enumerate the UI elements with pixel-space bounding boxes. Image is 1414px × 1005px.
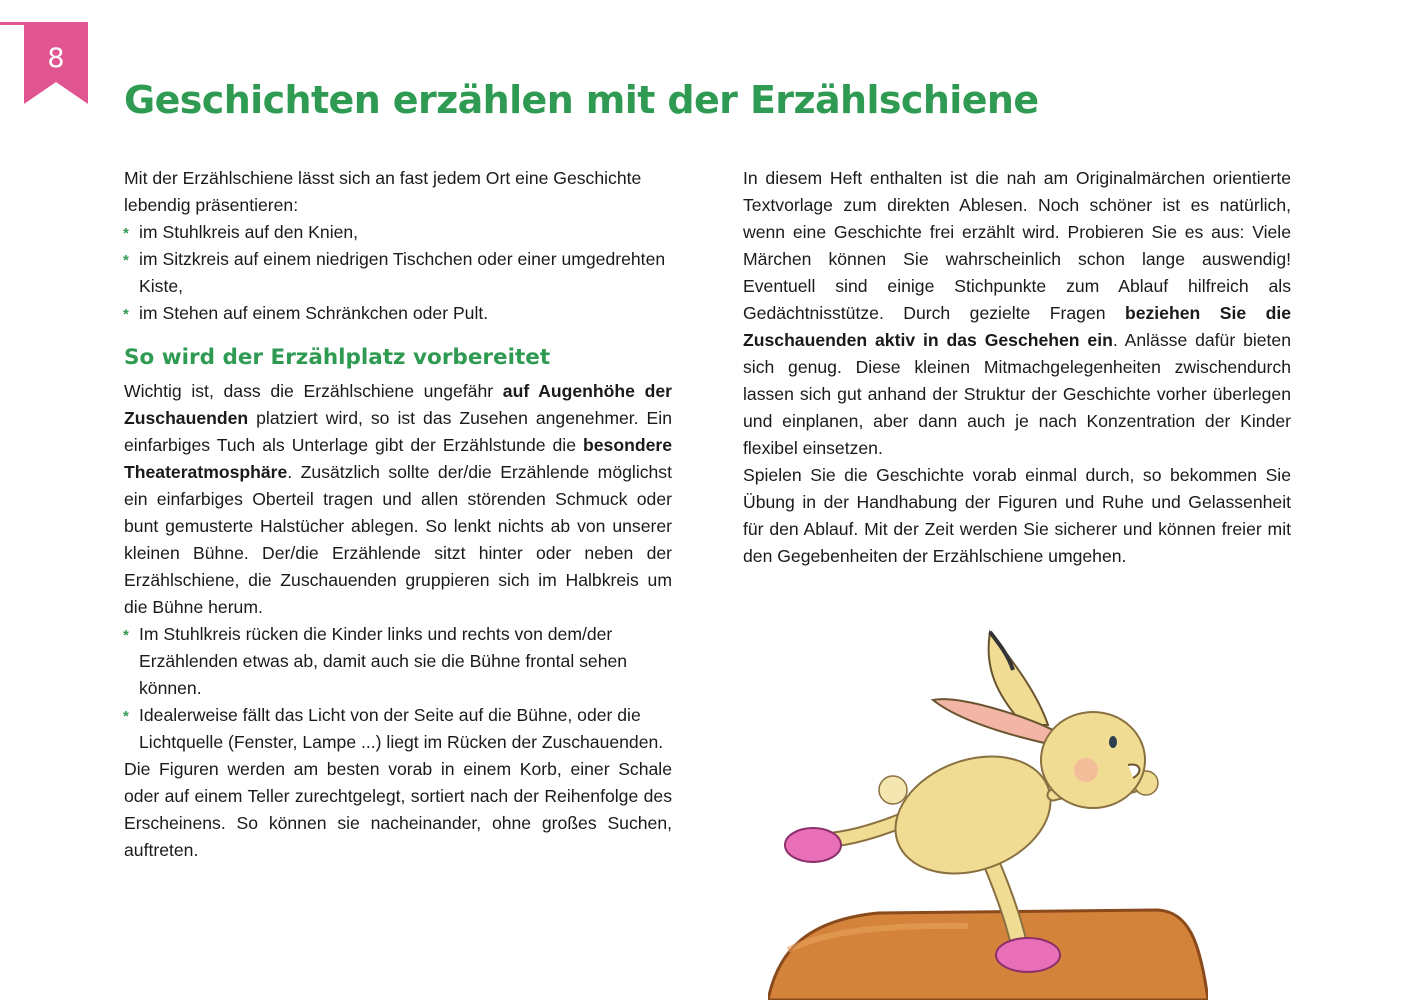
practice-paragraph: Spielen Sie die Geschichte vorab einmal durch, so bekommen Sie Übung in der Handhabung der Figuren und Ruhe und Gelassenheit für den Ablauf. Mit der Zeit werden Sie sicherer und können freier mit den Gegebenheiten der Erzählschiene umgehen. <box>743 465 1291 566</box>
list-item: * im Stehen auf einem Schränkchen oder Pult. <box>124 300 672 327</box>
list-item: * Idealerweise fällt das Licht von der Seite auf die Bühne, oder die Lichtquelle (Fenster, Lampe ...) liegt im Rücken der Zuschauenden. <box>123 705 664 752</box>
storytelling-paragraph: In diesem Heft enthalten ist die nah am Originalmärchen orientierte Textvorlage zum direkten Ablesen. Noch schöner ist es natürlich, wenn eine Geschichte frei erzählt wird. Probieren Sie es aus: Viele Märchen können Sie wahrscheinlich schon lange auswendig! Eventuell sind einige Stichpunkte zum Ablauf hilfreich als Gedächtnisstütze. Durch gezielte Fragen beziehen Sie die Zuschauenden aktiv in das Geschehen ein. Anlässe dafür bieten sich genug. Diese kleinen Mitmachgelegenheiten zwischendurch lassen sich gut anhand der Struktur der Geschichte vorher überlegen und einplanen, aber dann auch je nach Konzentration der Kinder flexibel einsetzen. <box>743 168 1292 458</box>
asterisk-bullet-icon: * <box>123 306 129 323</box>
asterisk-bullet-icon: * <box>123 708 129 725</box>
section-heading: So wird der Erzählplatz vorbereitet <box>124 345 551 370</box>
right-column <box>743 165 1291 570</box>
preparation-paragraph: Wichtig ist, dass die Erzählschiene ungefähr auf Augenhöhe der Zuschauenden platziert wird, so ist das Zusehen angenehmer. Ein einfarbiges Tuch als Unterlage gibt der Erzählstunde die besondere Theateratmosphäre. Zusätzlich sollte der/die Erzählende möglichst ein einfarbiges Oberteil tragen und allen störenden Schmuck oder bunt gemusterte Halstücher ablegen. So lenkt nichts ab von unserer kleinen Bühne. Der/die Erzählende sitzt hinter oder neben der Erzählschiene, die Zuschauenden gruppieren sich im Halbkreis um die Bühne herum. <box>124 381 672 617</box>
asterisk-bullet-icon: * <box>123 627 129 644</box>
list-item: * im Sitzkreis auf einem niedrigen Tischchen oder einer umgedrehten Kiste, <box>123 249 666 296</box>
intro-text: Mit der Erzählschiene lässt sich an fast jedem Ort eine Geschichte lebendig präsentieren: <box>124 168 642 215</box>
figures-paragraph: Die Figuren werden am besten vorab in einem Korb, einer Schale oder auf einem Teller zurechtgelegt, sortiert nach der Reihenfolge des Erscheinens. So können sie nacheinander, ohne großes Suchen, auftreten. <box>124 759 672 860</box>
page-number-badge <box>24 24 88 104</box>
running-rabbit-illustration <box>768 620 1208 1000</box>
list-item: * Im Stuhlkreis rücken die Kinder links und rechts von dem/der Erzählenden etwas ab, damit auch sie die Bühne frontal sehen können. <box>123 624 628 698</box>
page-title: Geschichten erzählen mit der Erzählschiene <box>124 78 1039 122</box>
asterisk-bullet-icon: * <box>123 225 129 242</box>
page-number: 8 <box>47 43 65 74</box>
asterisk-bullet-icon: * <box>123 252 129 269</box>
list-item: * im Stuhlkreis auf den Knien, <box>124 219 672 246</box>
left-column <box>124 165 672 864</box>
